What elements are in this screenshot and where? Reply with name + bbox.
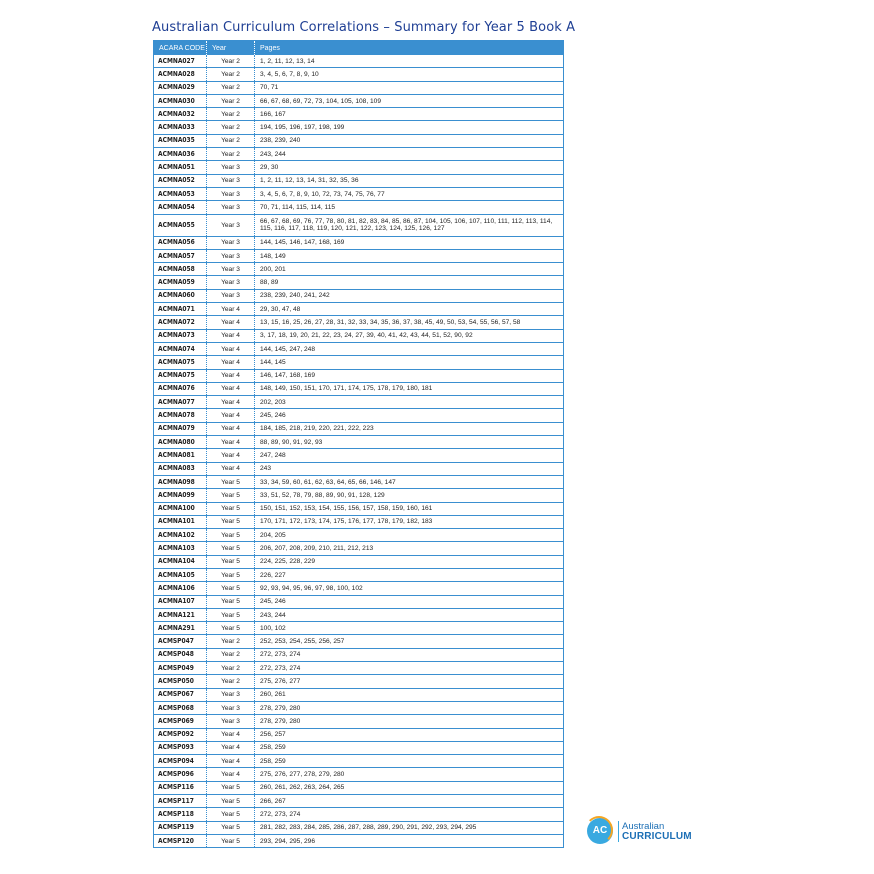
acara-code-cell: ACMNA083	[154, 462, 207, 475]
table-row	[154, 755, 564, 768]
year-cell: Year 3	[207, 214, 255, 236]
year-cell: Year 4	[207, 728, 255, 741]
acara-code-cell: ACMSP119	[154, 821, 207, 834]
pages-cell: 144, 145	[255, 356, 564, 369]
acara-code-cell: ACMNA036	[154, 148, 207, 161]
table-row	[154, 369, 564, 382]
pages-cell: 3, 4, 5, 6, 7, 8, 9, 10, 72, 73, 74, 75, 76, 77	[255, 187, 564, 200]
year-cell: Year 4	[207, 396, 255, 409]
acara-code-cell: ACMSP068	[154, 701, 207, 714]
table-row	[154, 648, 564, 661]
pages-cell: 238, 239, 240, 241, 242	[255, 289, 564, 302]
acara-code-cell: ACMNA105	[154, 568, 207, 581]
table-row	[154, 741, 564, 754]
year-cell: Year 3	[207, 701, 255, 714]
acara-code-cell: ACMNA078	[154, 409, 207, 422]
year-cell: Year 3	[207, 174, 255, 187]
year-cell: Year 2	[207, 662, 255, 675]
pages-cell: 92, 93, 94, 95, 96, 97, 98, 100, 102	[255, 582, 564, 595]
acara-code-cell: ACMNA056	[154, 236, 207, 249]
acara-code-cell: ACMNA080	[154, 436, 207, 449]
acara-code-cell: ACMNA053	[154, 187, 207, 200]
year-cell: Year 4	[207, 462, 255, 475]
table-row	[154, 635, 564, 648]
year-cell: Year 4	[207, 409, 255, 422]
year-cell: Year 3	[207, 715, 255, 728]
pages-cell: 245, 246	[255, 595, 564, 608]
table-row	[154, 422, 564, 435]
table-row	[154, 808, 564, 821]
table-row	[154, 342, 564, 355]
acara-code-cell: ACMNA076	[154, 382, 207, 395]
australian-curriculum-logo	[587, 818, 697, 846]
table-row	[154, 68, 564, 81]
year-cell: Year 3	[207, 187, 255, 200]
pages-cell: 150, 151, 152, 153, 154, 155, 156, 157, 158, 159, 160, 161	[255, 502, 564, 515]
header-pages: Pages	[255, 41, 564, 56]
table-row	[154, 94, 564, 107]
table-row	[154, 187, 564, 200]
pages-cell: 275, 276, 277, 278, 279, 280	[255, 768, 564, 781]
year-cell: Year 2	[207, 675, 255, 688]
year-cell: Year 2	[207, 648, 255, 661]
acara-code-cell: ACMNA033	[154, 121, 207, 134]
acara-code-cell: ACMNA075	[154, 369, 207, 382]
year-cell: Year 3	[207, 161, 255, 174]
pages-cell: 245, 246	[255, 409, 564, 422]
acara-code-cell: ACMNA059	[154, 276, 207, 289]
pages-cell: 144, 145, 247, 248	[255, 342, 564, 355]
table-row	[154, 582, 564, 595]
logo-line-1: Australian	[622, 821, 665, 832]
page-title: Australian Curriculum Correlations – Summary for Year 5 Book A	[152, 20, 576, 35]
pages-cell: 224, 225, 228, 229	[255, 555, 564, 568]
table-row	[154, 382, 564, 395]
pages-cell: 243	[255, 462, 564, 475]
table-row	[154, 529, 564, 542]
pages-cell: 206, 207, 208, 209, 210, 211, 212, 213	[255, 542, 564, 555]
pages-cell: 146, 147, 168, 169	[255, 369, 564, 382]
year-cell: Year 5	[207, 808, 255, 821]
pages-cell: 100, 102	[255, 622, 564, 635]
pages-cell: 200, 201	[255, 263, 564, 276]
pages-cell: 166, 167	[255, 108, 564, 121]
year-cell: Year 2	[207, 134, 255, 147]
acara-code-cell: ACMNA030	[154, 94, 207, 107]
table-row	[154, 396, 564, 409]
year-cell: Year 4	[207, 768, 255, 781]
year-cell: Year 3	[207, 263, 255, 276]
pages-cell: 148, 149, 150, 151, 170, 171, 174, 175, 178, 179, 180, 181	[255, 382, 564, 395]
table-row	[154, 303, 564, 316]
ac-logo-icon	[587, 818, 613, 844]
header-acara-code: ACARA CODE	[154, 41, 207, 56]
pages-cell: 243, 244	[255, 148, 564, 161]
acara-code-cell: ACMSP048	[154, 648, 207, 661]
acara-code-cell: ACMNA032	[154, 108, 207, 121]
pages-cell: 170, 171, 172, 173, 174, 175, 176, 177, 178, 179, 182, 183	[255, 515, 564, 528]
year-cell: Year 2	[207, 68, 255, 81]
year-cell: Year 4	[207, 741, 255, 754]
pages-cell: 278, 279, 280	[255, 715, 564, 728]
acara-code-cell: ACMNA054	[154, 201, 207, 214]
year-cell: Year 5	[207, 515, 255, 528]
acara-code-cell: ACMNA104	[154, 555, 207, 568]
acara-code-cell: ACMNA107	[154, 595, 207, 608]
year-cell: Year 3	[207, 236, 255, 249]
year-cell: Year 5	[207, 821, 255, 834]
table-row	[154, 329, 564, 342]
acara-code-cell: ACMSP069	[154, 715, 207, 728]
year-cell: Year 4	[207, 422, 255, 435]
pages-cell: 256, 257	[255, 728, 564, 741]
acara-code-cell: ACMNA102	[154, 529, 207, 542]
table-row	[154, 134, 564, 147]
table-row	[154, 622, 564, 635]
year-cell: Year 5	[207, 622, 255, 635]
logo-divider	[618, 821, 619, 842]
pages-cell: 226, 227	[255, 568, 564, 581]
year-cell: Year 4	[207, 342, 255, 355]
table-row	[154, 688, 564, 701]
acara-code-cell: ACMNA027	[154, 55, 207, 68]
table-row	[154, 249, 564, 262]
year-cell: Year 5	[207, 595, 255, 608]
table-row	[154, 462, 564, 475]
acara-code-cell: ACMSP118	[154, 808, 207, 821]
acara-code-cell: ACMSP094	[154, 755, 207, 768]
pages-cell: 238, 239, 240	[255, 134, 564, 147]
pages-cell: 88, 89	[255, 276, 564, 289]
acara-code-cell: ACMSP120	[154, 834, 207, 847]
pages-cell: 148, 149	[255, 249, 564, 262]
table-row	[154, 768, 564, 781]
acara-code-cell: ACMNA081	[154, 449, 207, 462]
acara-code-cell: ACMNA121	[154, 608, 207, 621]
year-cell: Year 5	[207, 542, 255, 555]
table-row	[154, 502, 564, 515]
pages-cell: 266, 267	[255, 795, 564, 808]
pages-cell: 3, 17, 18, 19, 20, 21, 22, 23, 24, 27, 39, 40, 41, 42, 43, 44, 51, 52, 90, 92	[255, 329, 564, 342]
acara-code-cell: ACMSP050	[154, 675, 207, 688]
pages-cell: 144, 145, 146, 147, 168, 169	[255, 236, 564, 249]
year-cell: Year 5	[207, 489, 255, 502]
acara-code-cell: ACMNA074	[154, 342, 207, 355]
pages-cell: 33, 51, 52, 78, 79, 88, 89, 90, 91, 128, 129	[255, 489, 564, 502]
table-row	[154, 475, 564, 488]
table-row	[154, 608, 564, 621]
correlation-table	[153, 40, 564, 848]
table-row	[154, 316, 564, 329]
table-row	[154, 795, 564, 808]
year-cell: Year 5	[207, 781, 255, 794]
year-cell: Year 4	[207, 755, 255, 768]
table-row	[154, 161, 564, 174]
table-row	[154, 489, 564, 502]
year-cell: Year 5	[207, 502, 255, 515]
year-cell: Year 3	[207, 688, 255, 701]
table-row	[154, 263, 564, 276]
year-cell: Year 5	[207, 529, 255, 542]
year-cell: Year 5	[207, 475, 255, 488]
pages-cell: 3, 4, 5, 6, 7, 8, 9, 10	[255, 68, 564, 81]
acara-code-cell: ACMNA057	[154, 249, 207, 262]
pages-cell: 184, 185, 218, 219, 220, 221, 222, 223	[255, 422, 564, 435]
acara-code-cell: ACMNA029	[154, 81, 207, 94]
acara-code-cell: ACMNA071	[154, 303, 207, 316]
year-cell: Year 4	[207, 449, 255, 462]
acara-code-cell: ACMSP117	[154, 795, 207, 808]
year-cell: Year 2	[207, 94, 255, 107]
year-cell: Year 5	[207, 568, 255, 581]
pages-cell: 260, 261	[255, 688, 564, 701]
year-cell: Year 5	[207, 608, 255, 621]
pages-cell: 70, 71	[255, 81, 564, 94]
table-row	[154, 108, 564, 121]
acara-code-cell: ACMSP092	[154, 728, 207, 741]
pages-cell: 281, 282, 283, 284, 285, 286, 287, 288, 289, 290, 291, 292, 293, 294, 295	[255, 821, 564, 834]
pages-cell: 272, 273, 274	[255, 662, 564, 675]
table-row	[154, 662, 564, 675]
table-row	[154, 356, 564, 369]
acara-code-cell: ACMSP096	[154, 768, 207, 781]
table-row	[154, 675, 564, 688]
table-row	[154, 555, 564, 568]
pages-cell: 252, 253, 254, 255, 256, 257	[255, 635, 564, 648]
year-cell: Year 5	[207, 795, 255, 808]
year-cell: Year 2	[207, 81, 255, 94]
pages-cell: 258, 259	[255, 755, 564, 768]
table-row	[154, 148, 564, 161]
table-header-row	[154, 41, 564, 56]
year-cell: Year 3	[207, 289, 255, 302]
acara-code-cell: ACMNA051	[154, 161, 207, 174]
acara-code-cell: ACMNA099	[154, 489, 207, 502]
year-cell: Year 5	[207, 834, 255, 847]
year-cell: Year 4	[207, 436, 255, 449]
table-row	[154, 174, 564, 187]
table-row	[154, 436, 564, 449]
pages-cell: 247, 248	[255, 449, 564, 462]
acara-code-cell: ACMNA073	[154, 329, 207, 342]
table-row	[154, 595, 564, 608]
pages-cell: 29, 30	[255, 161, 564, 174]
table-row	[154, 409, 564, 422]
pages-cell: 66, 67, 68, 69, 72, 73, 104, 105, 108, 109	[255, 94, 564, 107]
table-row	[154, 121, 564, 134]
table-row	[154, 701, 564, 714]
year-cell: Year 3	[207, 201, 255, 214]
acara-code-cell: ACMNA075	[154, 356, 207, 369]
year-cell: Year 4	[207, 303, 255, 316]
table-row	[154, 81, 564, 94]
acara-code-cell: ACMNA058	[154, 263, 207, 276]
pages-cell: 278, 279, 280	[255, 701, 564, 714]
acara-code-cell: ACMNA052	[154, 174, 207, 187]
pages-cell: 194, 195, 196, 197, 198, 199	[255, 121, 564, 134]
acara-code-cell: ACMNA101	[154, 515, 207, 528]
pages-cell: 13, 15, 16, 25, 26, 27, 28, 31, 32, 33, 34, 35, 36, 37, 38, 45, 49, 50, 53, 54, 55, 56, 57, 58	[255, 316, 564, 329]
table-row	[154, 289, 564, 302]
pages-cell: 260, 261, 262, 263, 264, 265	[255, 781, 564, 794]
table-row	[154, 568, 564, 581]
table-row	[154, 201, 564, 214]
acara-code-cell: ACMSP047	[154, 635, 207, 648]
acara-code-cell: ACMNA060	[154, 289, 207, 302]
year-cell: Year 5	[207, 582, 255, 595]
acara-code-cell: ACMSP067	[154, 688, 207, 701]
table-row	[154, 781, 564, 794]
pages-cell: 1, 2, 11, 12, 13, 14	[255, 55, 564, 68]
acara-code-cell: ACMNA103	[154, 542, 207, 555]
table-row	[154, 214, 564, 236]
logo-line-2: CURRICULUM	[622, 831, 692, 842]
table-row	[154, 55, 564, 68]
year-cell: Year 2	[207, 635, 255, 648]
header-year: Year	[207, 41, 255, 56]
pages-cell: 202, 203	[255, 396, 564, 409]
table-row	[154, 821, 564, 834]
table-row	[154, 834, 564, 847]
pages-cell: 33, 34, 59, 60, 61, 62, 63, 64, 65, 66, 146, 147	[255, 475, 564, 488]
pages-cell: 258, 259	[255, 741, 564, 754]
year-cell: Year 2	[207, 121, 255, 134]
year-cell: Year 4	[207, 329, 255, 342]
logo-mark-text: AC	[592, 825, 608, 836]
table-row	[154, 236, 564, 249]
table-row	[154, 542, 564, 555]
acara-code-cell: ACMNA079	[154, 422, 207, 435]
pages-cell: 1, 2, 11, 12, 13, 14, 31, 32, 35, 36	[255, 174, 564, 187]
year-cell: Year 5	[207, 555, 255, 568]
acara-code-cell: ACMNA077	[154, 396, 207, 409]
year-cell: Year 4	[207, 356, 255, 369]
pages-cell: 243, 244	[255, 608, 564, 621]
table-row	[154, 515, 564, 528]
table-row	[154, 715, 564, 728]
pages-cell: 272, 273, 274	[255, 808, 564, 821]
year-cell: Year 2	[207, 148, 255, 161]
pages-cell: 29, 30, 47, 48	[255, 303, 564, 316]
acara-code-cell: ACMNA072	[154, 316, 207, 329]
acara-code-cell: ACMSP093	[154, 741, 207, 754]
pages-cell: 275, 276, 277	[255, 675, 564, 688]
acara-code-cell: ACMNA028	[154, 68, 207, 81]
year-cell: Year 2	[207, 108, 255, 121]
pages-cell: 66, 67, 68, 69, 76, 77, 78, 80, 81, 82, 83, 84, 85, 86, 87, 104, 105, 106, 107, 110, 111, 112, 113, 114, 115, 116, 117, 118, 119, 120, 121, 122, 123, 124, 125, 126, 127	[255, 214, 564, 236]
acara-code-cell: ACMNA055	[154, 214, 207, 236]
acara-code-cell: ACMNA098	[154, 475, 207, 488]
table-row	[154, 728, 564, 741]
acara-code-cell: ACMNA291	[154, 622, 207, 635]
pages-cell: 70, 71, 114, 115, 114, 115	[255, 201, 564, 214]
year-cell: Year 4	[207, 369, 255, 382]
pages-cell: 204, 205	[255, 529, 564, 542]
table-row	[154, 276, 564, 289]
year-cell: Year 4	[207, 382, 255, 395]
acara-code-cell: ACMNA106	[154, 582, 207, 595]
year-cell: Year 4	[207, 316, 255, 329]
pages-cell: 272, 273, 274	[255, 648, 564, 661]
pages-cell: 88, 89, 90, 91, 92, 93	[255, 436, 564, 449]
acara-code-cell: ACMSP049	[154, 662, 207, 675]
year-cell: Year 3	[207, 276, 255, 289]
year-cell: Year 2	[207, 55, 255, 68]
pages-cell: 293, 294, 295, 296	[255, 834, 564, 847]
acara-code-cell: ACMNA100	[154, 502, 207, 515]
table-row	[154, 449, 564, 462]
acara-code-cell: ACMNA035	[154, 134, 207, 147]
acara-code-cell: ACMSP116	[154, 781, 207, 794]
year-cell: Year 3	[207, 249, 255, 262]
table-body	[154, 55, 564, 848]
